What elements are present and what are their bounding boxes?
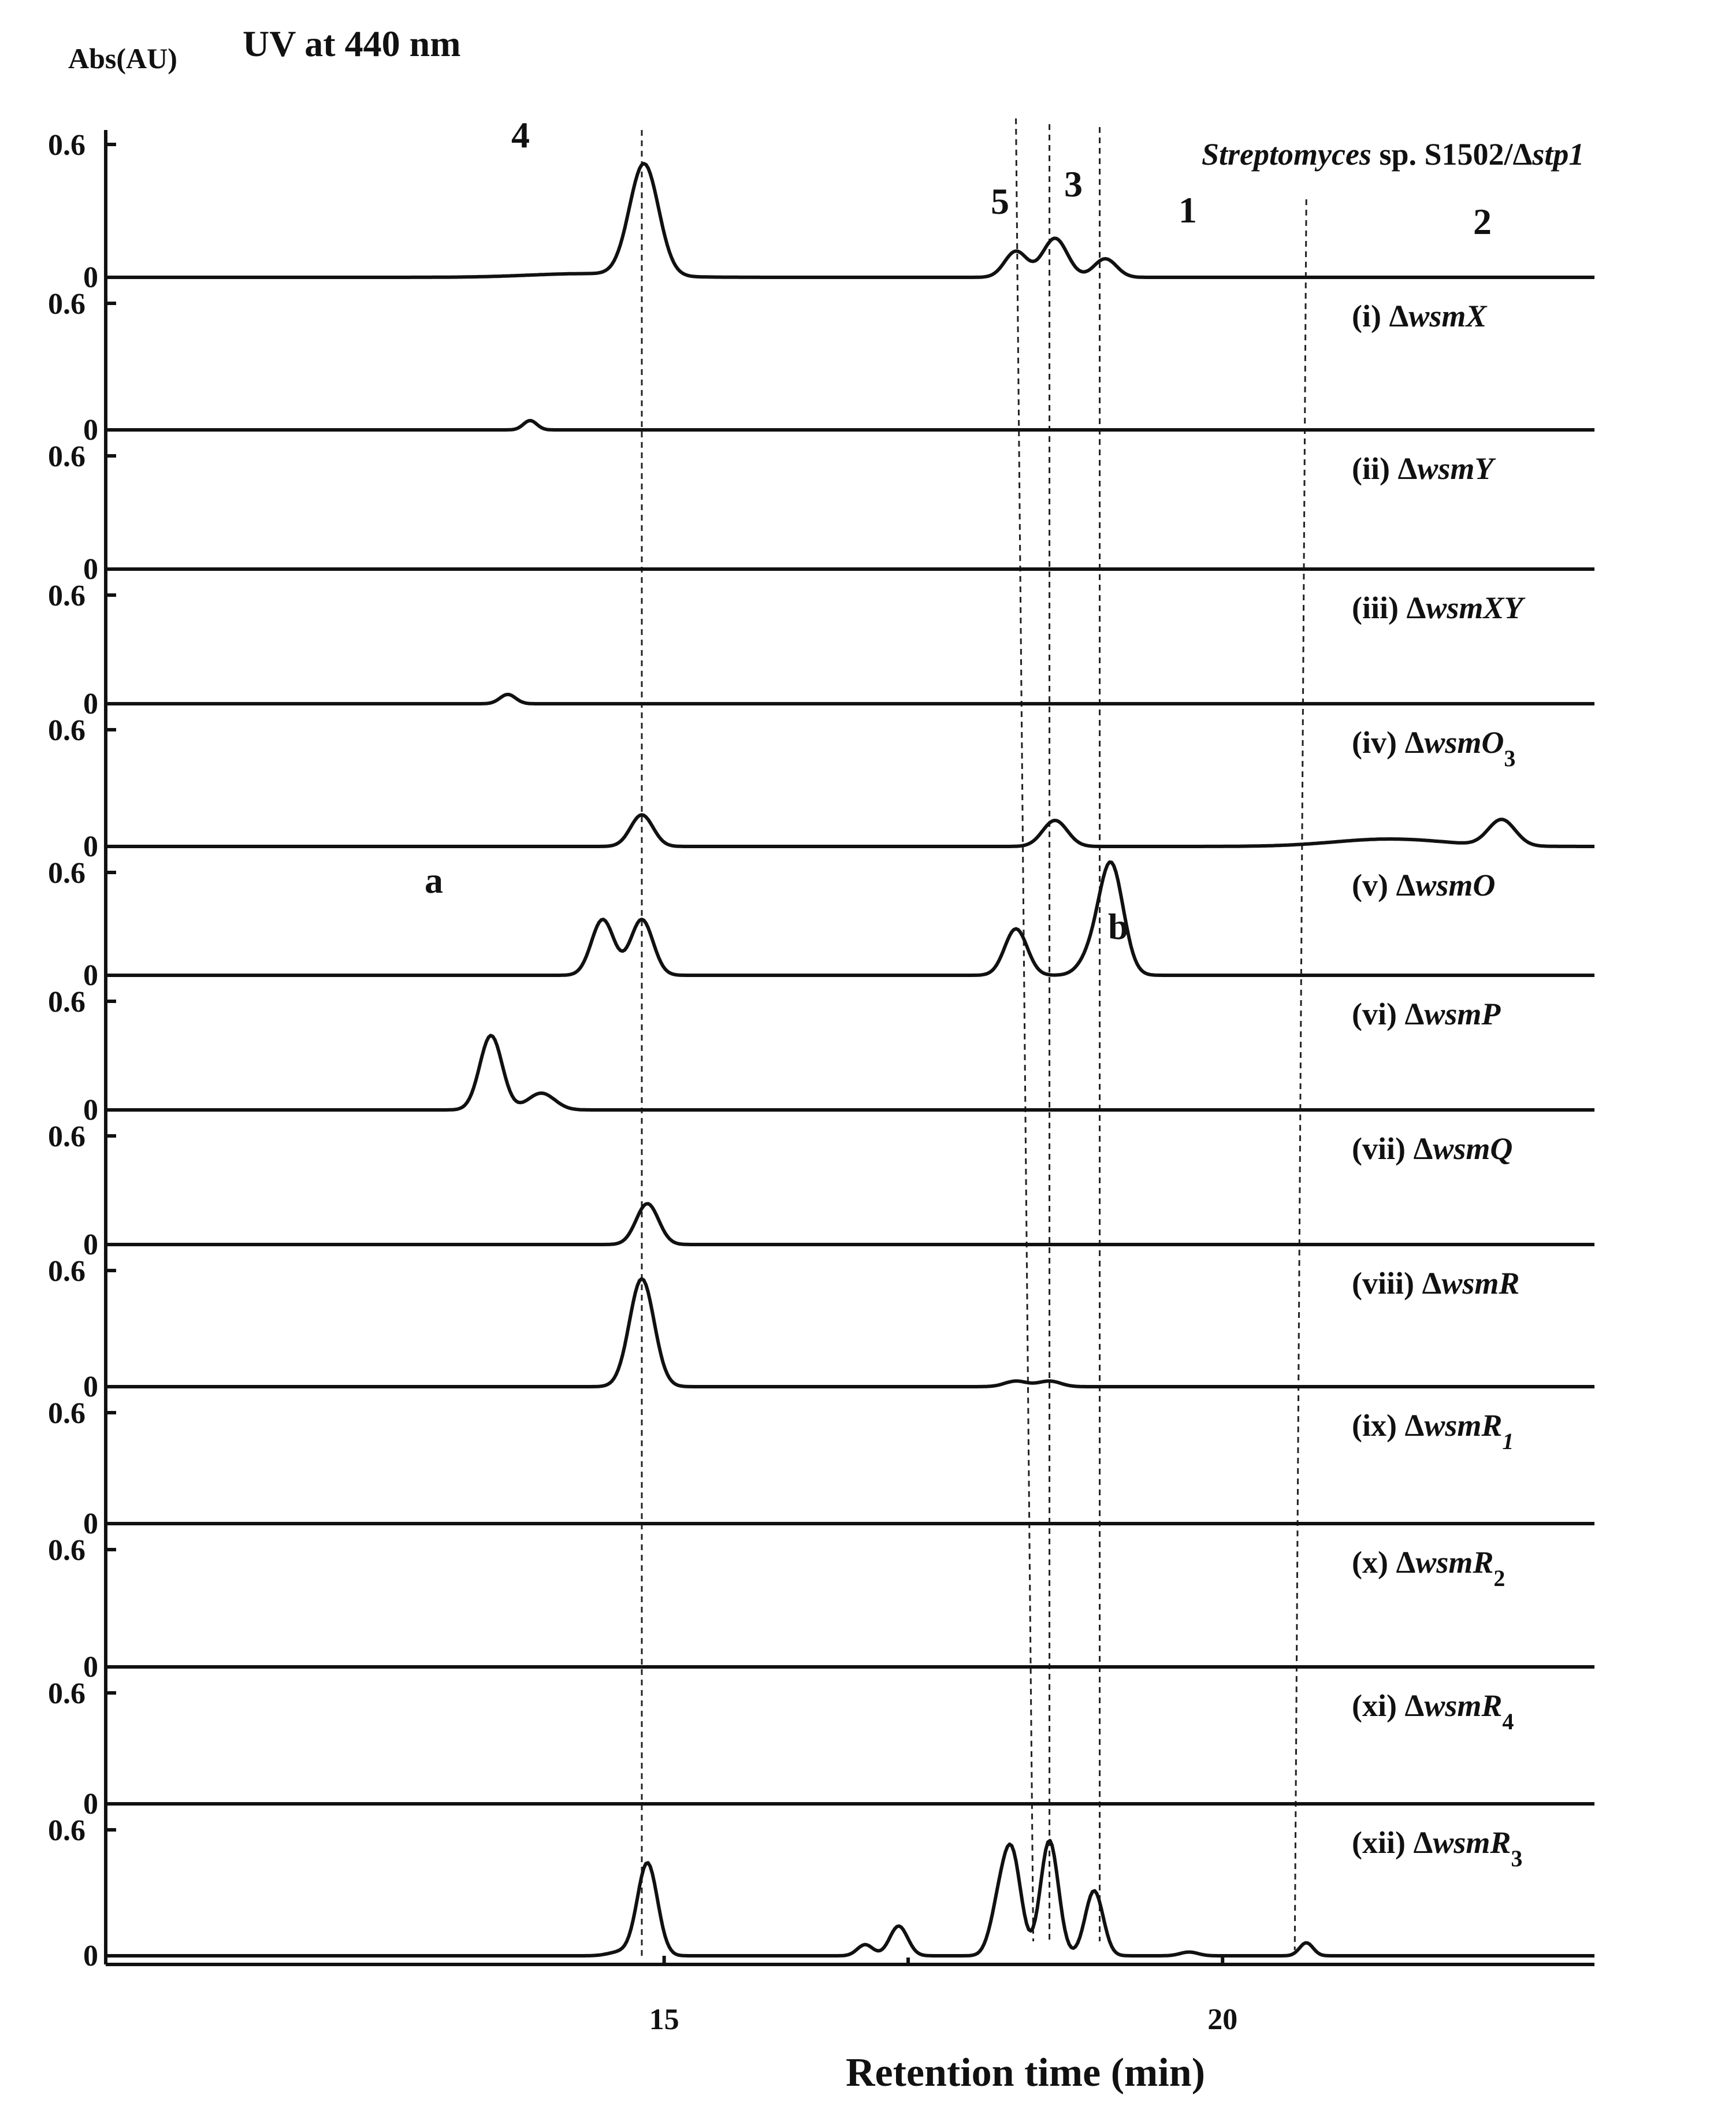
y-tick-label: 0 <box>83 553 98 586</box>
peak-annotation-a: a <box>425 860 443 901</box>
trace-label: (xi) ΔwsmR$_4$ <box>1352 1688 1514 1734</box>
y-tick-label: 0.6 <box>48 1677 86 1710</box>
y-tick-label: 0 <box>83 261 98 294</box>
trace-line <box>106 164 1594 277</box>
y-tick-label: 0 <box>83 830 98 863</box>
y-tick-label: 0.6 <box>48 857 86 890</box>
y-tick-label: 0.6 <box>48 1397 86 1430</box>
y-tick-label: 0.6 <box>48 288 86 321</box>
x-tick-label: 20 <box>1207 2003 1238 2036</box>
trace-label: Streptomyces sp. S1502/Δstp1 <box>1202 137 1585 172</box>
trace-label: (iv) ΔwsmO$_3$ <box>1352 725 1516 771</box>
y-tick-label: 0 <box>83 1940 98 1973</box>
trace-line <box>106 815 1594 846</box>
trace-label: (vi) ΔwsmP <box>1352 997 1501 1031</box>
y-tick-label: 0.6 <box>48 1534 86 1567</box>
y-tick-label: 0 <box>83 1651 98 1684</box>
chart-title: UV at 440 nm <box>243 23 461 64</box>
peak-annotation-b: b <box>1108 906 1129 947</box>
trace-label: (viii) ΔwsmR <box>1352 1266 1520 1301</box>
y-tick-label: 0.6 <box>48 1120 86 1153</box>
trace-label: (iii) ΔwsmXY <box>1352 590 1523 625</box>
y-tick-label: 0.6 <box>48 714 86 747</box>
y-tick-label: 0.6 <box>48 986 86 1019</box>
trace-line <box>106 694 1594 704</box>
y-tick-label: 0 <box>83 414 98 447</box>
y-tick-label: 0 <box>83 1228 98 1261</box>
x-tick-label: 15 <box>649 2003 679 2036</box>
y-tick-label: 0.6 <box>48 440 86 473</box>
peak-label-1: 1 <box>1179 190 1197 231</box>
y-tick-label: 0 <box>83 688 98 720</box>
y-tick-label: 0.6 <box>48 129 86 162</box>
y-tick-label: 0 <box>83 1788 98 1821</box>
peak-label-3: 3 <box>1064 164 1083 205</box>
trace-label: (xii) ΔwsmR$_3$ <box>1352 1825 1523 1871</box>
reference-line-2 <box>1295 199 1306 1950</box>
x-axis-label: Retention time (min) <box>845 2051 1206 2095</box>
trace-label: (vii) ΔwsmQ <box>1352 1131 1513 1166</box>
trace-label: (i) ΔwsmX <box>1352 299 1487 333</box>
trace-label: (ii) ΔwsmY <box>1352 451 1494 486</box>
trace-label: (ix) ΔwsmR$_1$ <box>1352 1408 1514 1454</box>
y-axis-label: Abs(AU) <box>68 42 177 75</box>
y-tick-label: 0.6 <box>48 580 86 612</box>
y-tick-label: 0 <box>83 1370 98 1403</box>
y-tick-label: 0.6 <box>48 1255 86 1288</box>
trace-label: (v) ΔwsmO <box>1352 868 1496 902</box>
peak-label-5: 5 <box>991 181 1009 222</box>
trace-line <box>106 1204 1594 1245</box>
peak-label-4: 4 <box>511 114 530 155</box>
trace-line <box>106 1035 1594 1110</box>
trace-label: (x) ΔwsmR$_2$ <box>1352 1545 1505 1591</box>
y-tick-label: 0 <box>83 1094 98 1127</box>
y-tick-label: 0 <box>83 959 98 992</box>
y-tick-label: 0 <box>83 1507 98 1540</box>
trace-line <box>106 421 1594 430</box>
y-tick-label: 0.6 <box>48 1814 86 1847</box>
peak-label-2: 2 <box>1473 201 1492 242</box>
